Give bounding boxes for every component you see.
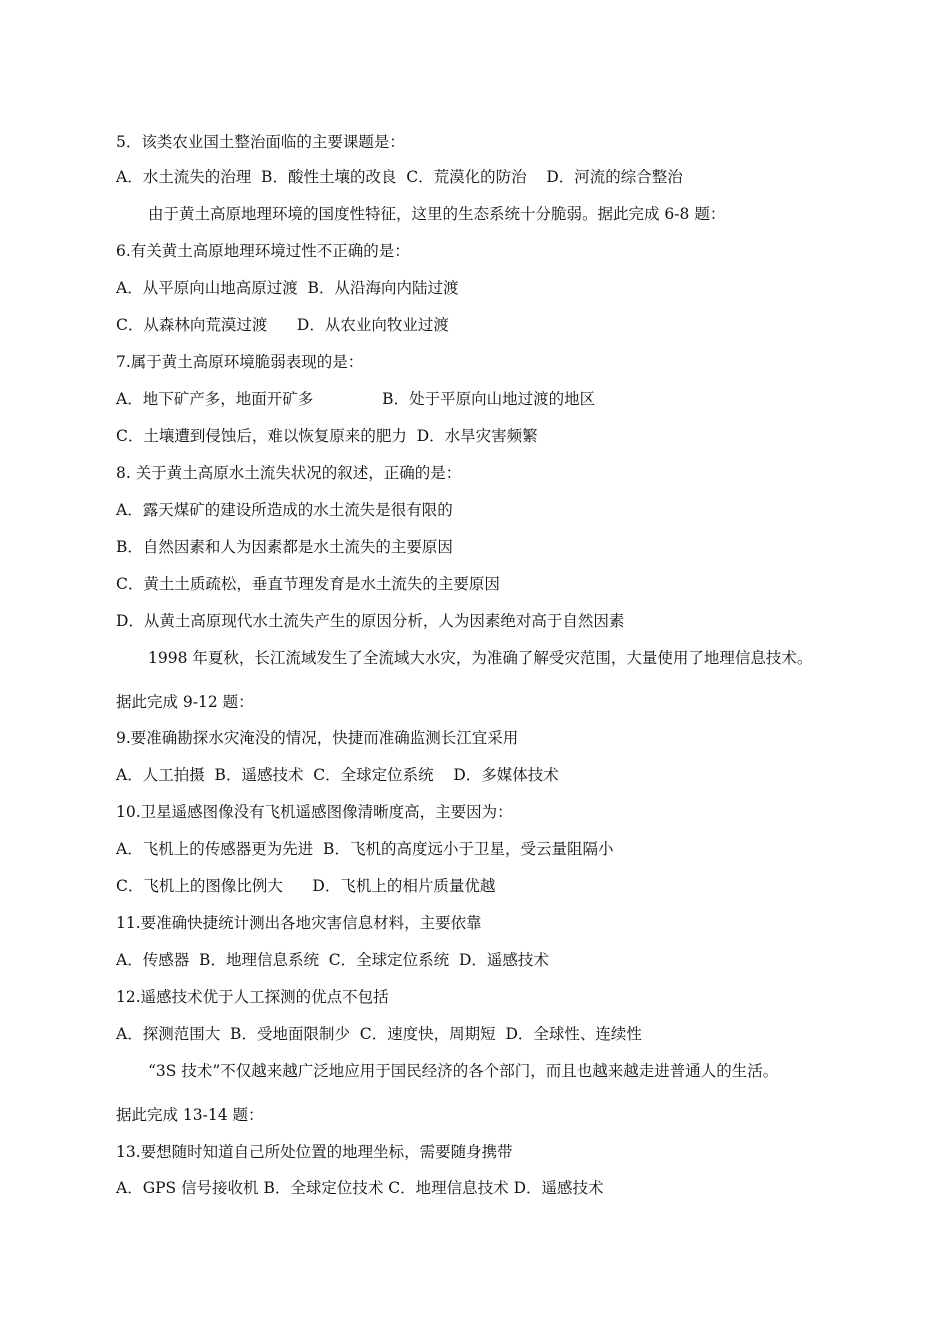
question-8-option-c: C．黄土土质疏松，垂直节理发育是水土流失的主要原因: [116, 575, 500, 593]
question-6-stem: 6.有关黄土高原地理环境过性不正确的是：: [116, 242, 410, 260]
question-12-options: A．探测范围大 B．受地面限制少 C．速度快，周期短 D．全球性、连续性: [116, 1025, 642, 1043]
question-13-options: A．GPS 信号接收机 B．全球定位技术 C．地理信息技术 D．遥感技术: [116, 1179, 604, 1197]
question-9-stem: 9.要准确勘探水灾淹没的情况，快捷而准确监测长江宜采用: [116, 729, 519, 747]
question-11-options: A．传感器 B．地理信息系统 C．全球定位系统 D．遥感技术: [116, 951, 549, 969]
question-7-options-ab: A．地下矿产多，地面开矿多 B．处于平原向山地过渡的地区: [116, 390, 596, 408]
question-5-stem: 5．该类农业国土整治面临的主要课题是：: [116, 133, 405, 151]
question-13-stem: 13.要想随时知道自己所处位置的地理坐标，需要随身携带: [116, 1143, 513, 1161]
question-8-option-b: B．自然因素和人为因素都是水土流失的主要原因: [116, 538, 453, 556]
question-8-stem: 8. 关于黄土高原水土流失状况的叙述，正确的是：: [116, 464, 462, 482]
question-6-options-cd: C．从森林向荒漠过渡 D．从农业向牧业过渡: [116, 316, 449, 334]
question-12-stem: 12.遥感技术优于人工探测的优点不包括: [116, 988, 389, 1006]
question-6-options-ab: A．从平原向山地高原过渡 B．从沿海向内陆过渡: [116, 279, 459, 297]
passage-13-14: “3S 技术”不仅越来越广泛地应用于国民经济的各个部门，而且也越来越走进普通人的生活。: [148, 1062, 779, 1080]
question-7-stem: 7.属于黄土高原环境脆弱表现的是：: [116, 353, 364, 371]
question-10-options-ab: A．飞机上的传感器更为先进 B．飞机的高度远小于卫星，受云量阻隔小: [116, 840, 614, 858]
question-10-stem: 10.卫星遥感图像没有飞机遥感图像清晰度高，主要因为：: [116, 803, 513, 821]
passage-6-8: 由于黄土高原地理环境的国度性特征，这里的生态系统十分脆弱。据此完成 6-8 题：: [148, 205, 726, 223]
question-8-option-a: A．露天煤矿的建设所造成的水土流失是很有限的: [116, 501, 453, 519]
question-7-options-cd: C．土壤遭到侵蚀后，难以恢复原来的肥力 D．水旱灾害频繁: [116, 427, 538, 445]
question-5-options: A．水土流失的治理 B．酸性土壤的改良 C．荒漠化的防治 D．河流的综合整治: [116, 168, 683, 186]
question-11-stem: 11.要准确快捷统计测出各地灾害信息材料，主要依靠: [116, 914, 482, 932]
passage-13-14-continued: 据此完成 13-14 题：: [116, 1106, 264, 1124]
question-9-options: A．人工拍摄 B．遥感技术 C．全球定位系统 D．多媒体技术: [116, 766, 559, 784]
passage-9-12-continued: 据此完成 9-12 题：: [116, 693, 254, 711]
question-8-option-d: D．从黄土高原现代水土流失产生的原因分析，人为因素绝对高于自然因素: [116, 612, 625, 630]
passage-9-12: 1998 年夏秋，长江流域发生了全流域大水灾，为准确了解受灾范围，大量使用了地理信息技术。: [148, 649, 813, 667]
question-10-options-cd: C．飞机上的图像比例大 D．飞机上的相片质量优越: [116, 877, 496, 895]
